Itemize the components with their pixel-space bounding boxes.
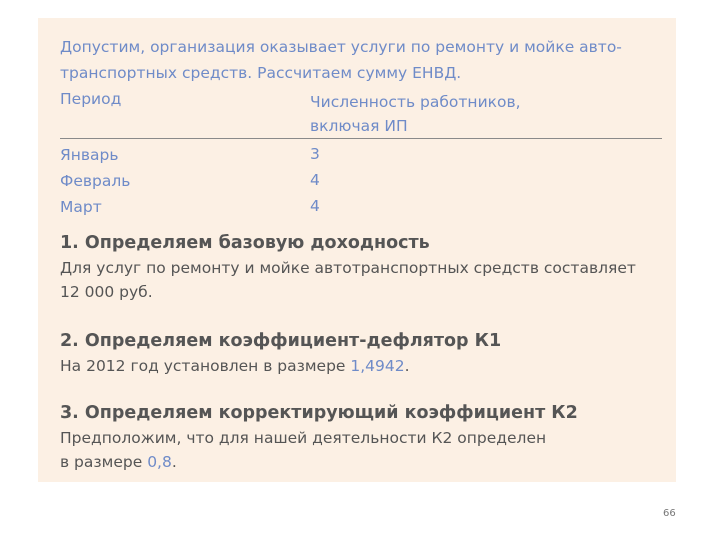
- intro-line-1: Допустим, организация оказывает услуги по ремонту и мойке авто-: [60, 38, 622, 56]
- step-2-suffix: .: [404, 357, 410, 375]
- header-employees: [310, 90, 521, 138]
- step-2-title: 2. Определяем коэффициент-дефлятор К1: [60, 331, 502, 351]
- row-period: Февраль: [60, 172, 131, 190]
- row-period: Январь: [60, 146, 119, 164]
- table-row: [60, 168, 660, 194]
- table-row: [60, 194, 660, 220]
- step-1-value: 12 000 руб.: [60, 283, 153, 301]
- step-1-title: 1. Определяем базовую доходность: [60, 233, 430, 253]
- row-count: 4: [310, 197, 320, 215]
- step-3-section: [60, 400, 680, 474]
- table-body: [60, 142, 660, 220]
- step-3-suffix: .: [171, 453, 177, 471]
- row-count: 3: [310, 145, 320, 163]
- table-header: [60, 90, 660, 138]
- step-2-text-body: На 2012 год установлен в размере: [60, 357, 351, 375]
- page-number: 66: [663, 508, 676, 519]
- step-1-section: [60, 230, 680, 304]
- intro-line-2: транспортных средств. Рассчитаем сумму ЕНВД.: [60, 64, 462, 82]
- header-employees-line-1: Численность работников,: [310, 93, 521, 111]
- step-1-text: Для услуг по ремонту и мойке автотранспортных средств составляет: [60, 259, 636, 277]
- step-3-text-line-1: Предположим, что для нашей деятельности К2 определен: [60, 429, 547, 447]
- step-3-value: 0,8: [147, 453, 172, 471]
- step-2-section: [60, 328, 680, 378]
- content-panel: [38, 18, 676, 482]
- step-3-text-line-2: [60, 450, 680, 474]
- step-2-text: [60, 354, 680, 378]
- header-period: Период: [60, 90, 122, 108]
- row-period: Март: [60, 198, 102, 216]
- row-count: 4: [310, 171, 320, 189]
- table-row: [60, 142, 660, 168]
- step-3-text-line-2-body: в размере: [60, 453, 148, 471]
- step-3-title: 3. Определяем корректирующий коэффициент К2: [60, 403, 578, 423]
- intro-text: [60, 34, 670, 86]
- header-employees-line-2: включая ИП: [310, 117, 408, 135]
- employees-table: [60, 90, 660, 216]
- header-divider: [60, 138, 662, 139]
- step-2-value: 1,4942: [350, 357, 405, 375]
